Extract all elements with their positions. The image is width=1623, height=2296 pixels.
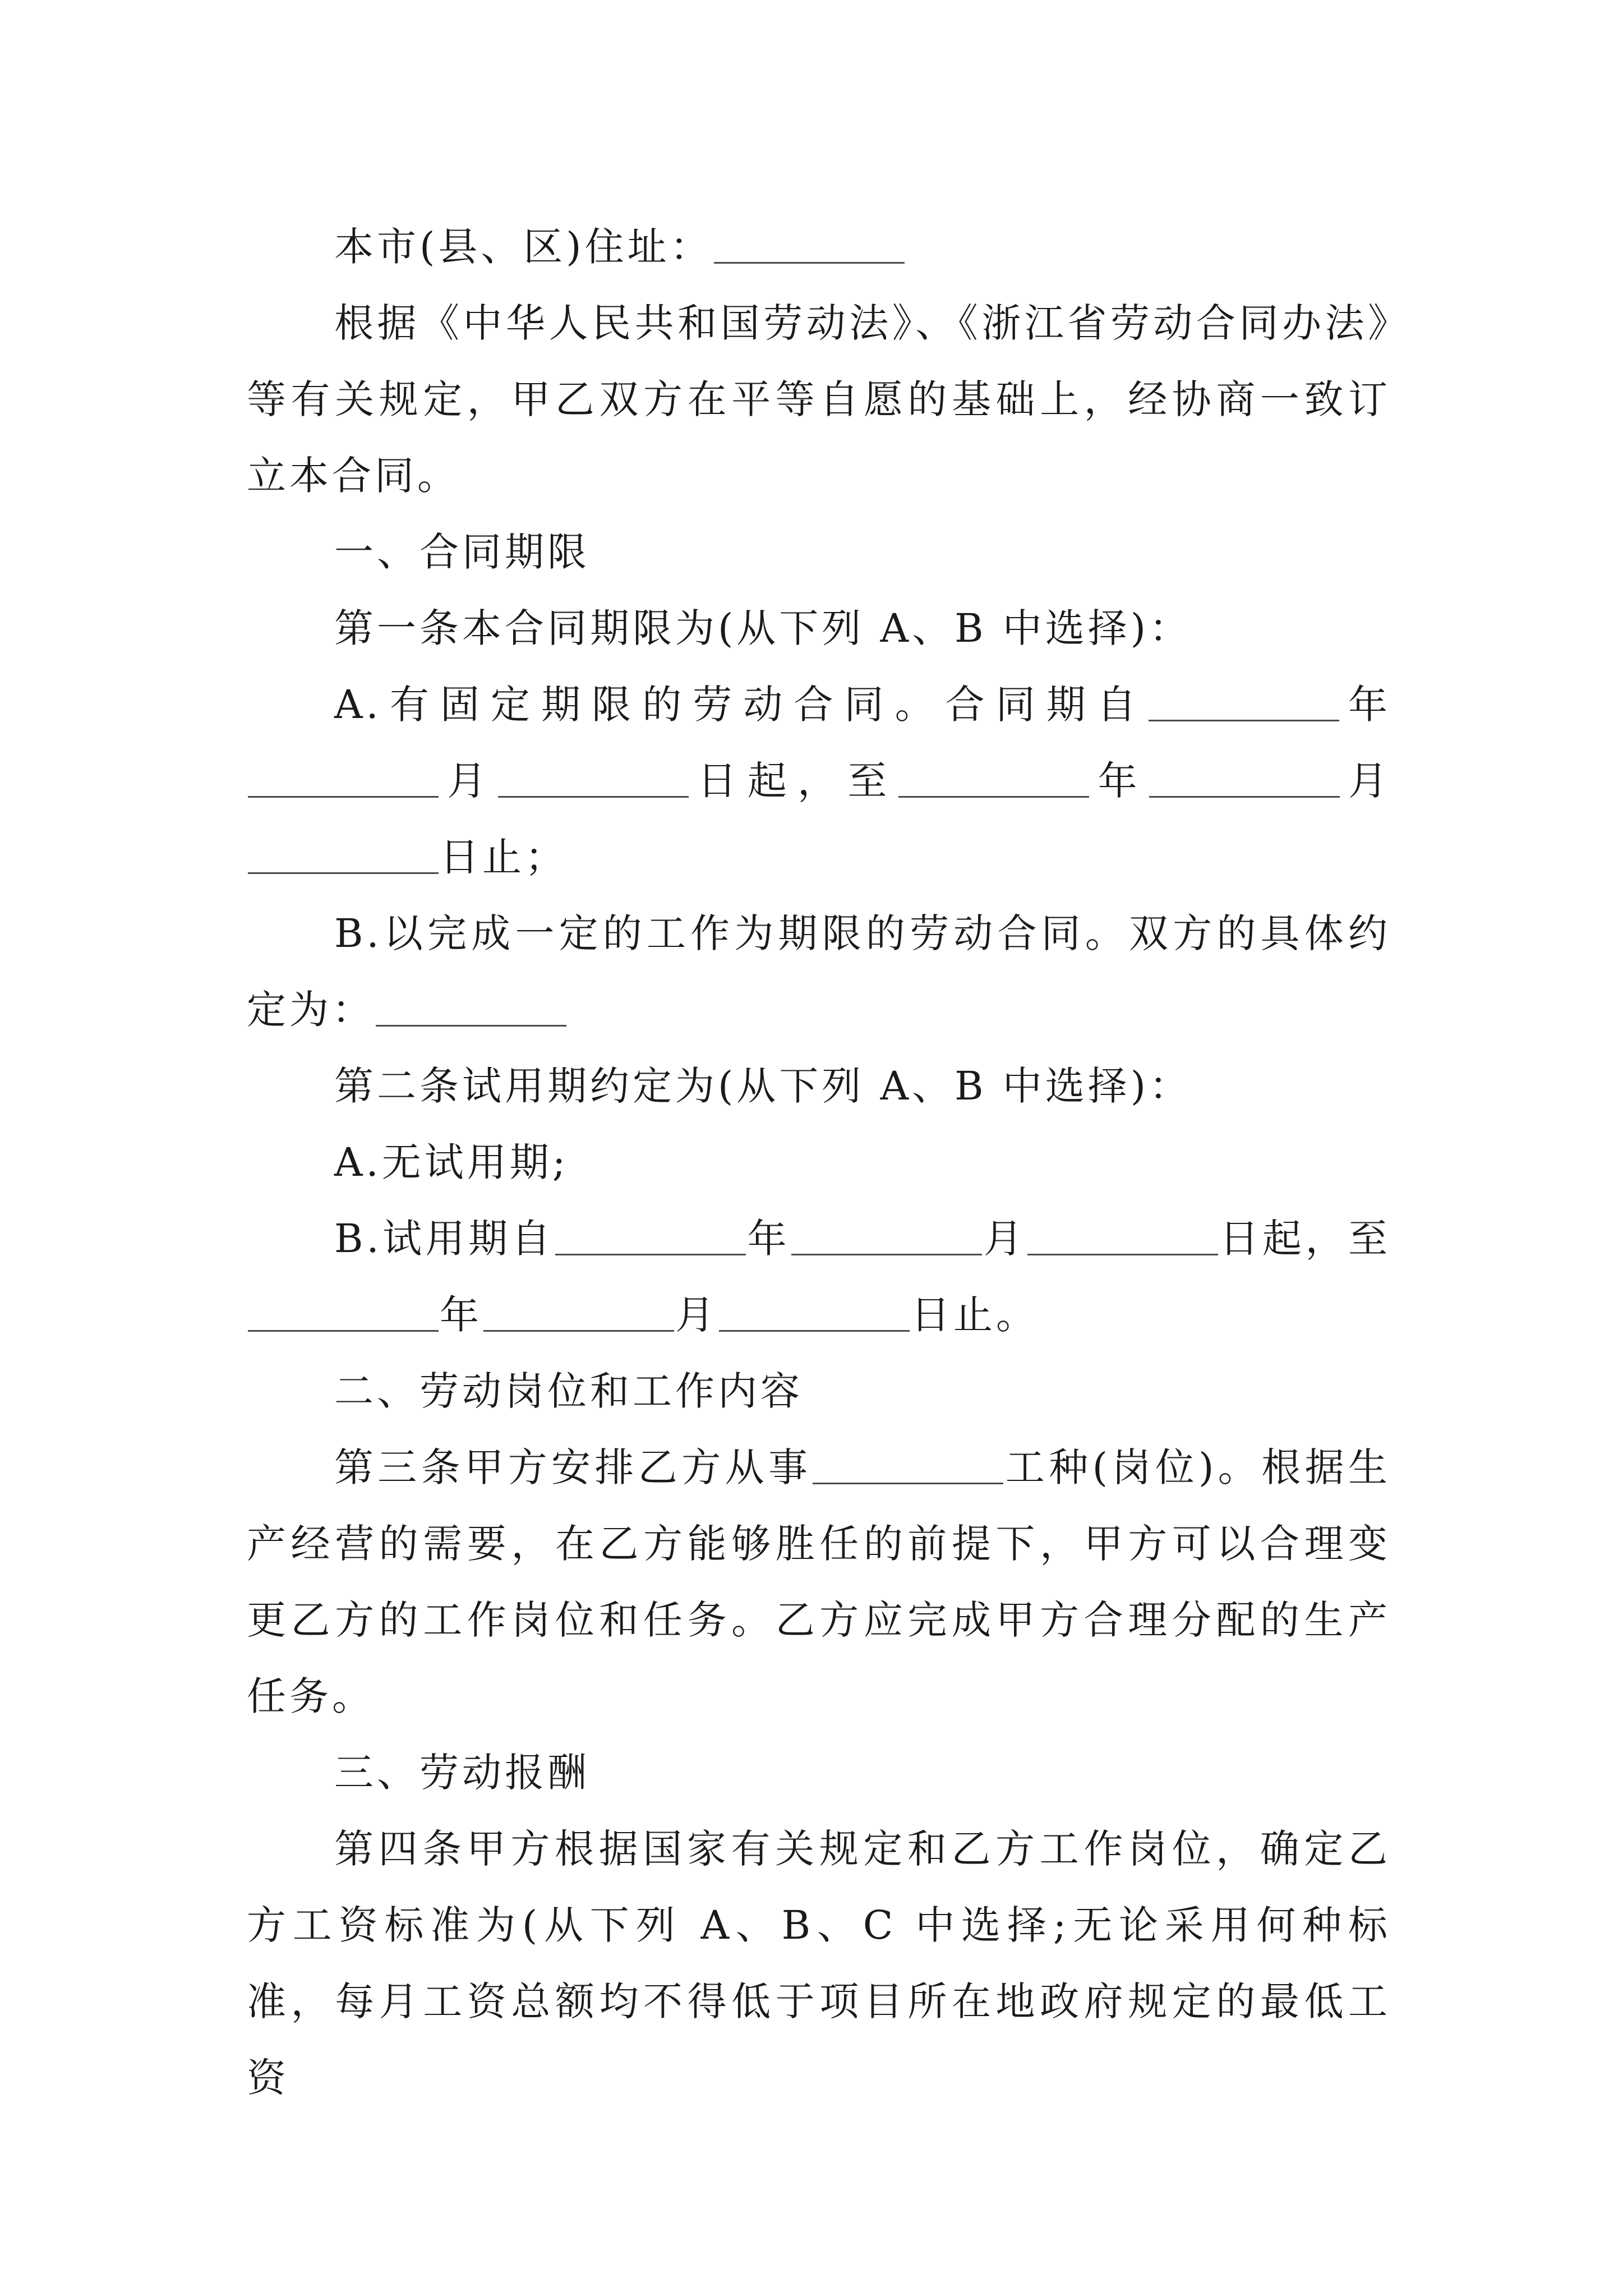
end-day-blank[interactable]: [248, 833, 439, 874]
article-2: 第二条试用期约定为(从下列 A、B 中选择)：: [334, 1063, 1192, 1109]
probation-start-month-blank[interactable]: [791, 1214, 982, 1255]
article-2-option-b: B.试用期自 年 月 日起，至年 月 日止。: [247, 1200, 1391, 1353]
end-year-blank[interactable]: [898, 757, 1089, 798]
section-heading-position: 二、劳动岗位和工作内容: [334, 1368, 803, 1414]
start-year-blank[interactable]: [1149, 680, 1339, 721]
task-agreement-blank[interactable]: [376, 986, 566, 1027]
address-line: 本市(县、区)住址：: [247, 209, 1391, 285]
start-day-blank[interactable]: [498, 757, 689, 798]
probation-start-year-blank[interactable]: [555, 1214, 746, 1255]
probation-end-year-blank[interactable]: [248, 1291, 439, 1332]
preamble-paragraph: 根据《中华人民共和国劳动法》、《浙江省劳动合同办法》等有关规定，甲乙双方在平等自愿的基础上，经协商一致订立本合同。: [247, 300, 1391, 499]
probation-end-month-blank[interactable]: [483, 1291, 674, 1332]
section-heading-remuneration: 三、劳动报酬: [334, 1750, 590, 1796]
job-type-blank[interactable]: [813, 1443, 1003, 1484]
contract-body: [247, 209, 1391, 2116]
start-month-blank[interactable]: [248, 757, 439, 798]
article-1-option-a: A.有固定期限的劳动合同。合同期自 年月 日起，至 年 月日止；: [247, 666, 1391, 895]
probation-end-day-blank[interactable]: [719, 1291, 910, 1332]
probation-start-day-blank[interactable]: [1027, 1214, 1218, 1255]
article-1-option-b: B.以完成一定的工作为期限的劳动合同。双方的具体约定为：: [247, 910, 1391, 1033]
article-1: 第一条本合同期限为(从下列 A、B 中选择)：: [334, 605, 1192, 651]
section-heading-term: 一、合同期限: [334, 529, 590, 575]
article-2-option-a: A.无试用期;: [334, 1139, 569, 1185]
article-3: 第三条甲方安排乙方从事 工种(岗位)。根据生产经营的需要，在乙方能够胜任的前提下，甲方可以合理变更乙方的工作岗位和任务。乙方应完成甲方合理分配的生产任务。: [247, 1444, 1391, 1719]
address-blank[interactable]: [714, 223, 905, 264]
end-month-blank[interactable]: [1149, 757, 1340, 798]
article-4: 第四条甲方根据国家有关规定和乙方工作岗位，确定乙方工资标准为(从下列 A、B、C 中选择;无论采用何种标准，每月工资总额均不得低于项目所在地政府规定的最低工资: [247, 1826, 1391, 2101]
